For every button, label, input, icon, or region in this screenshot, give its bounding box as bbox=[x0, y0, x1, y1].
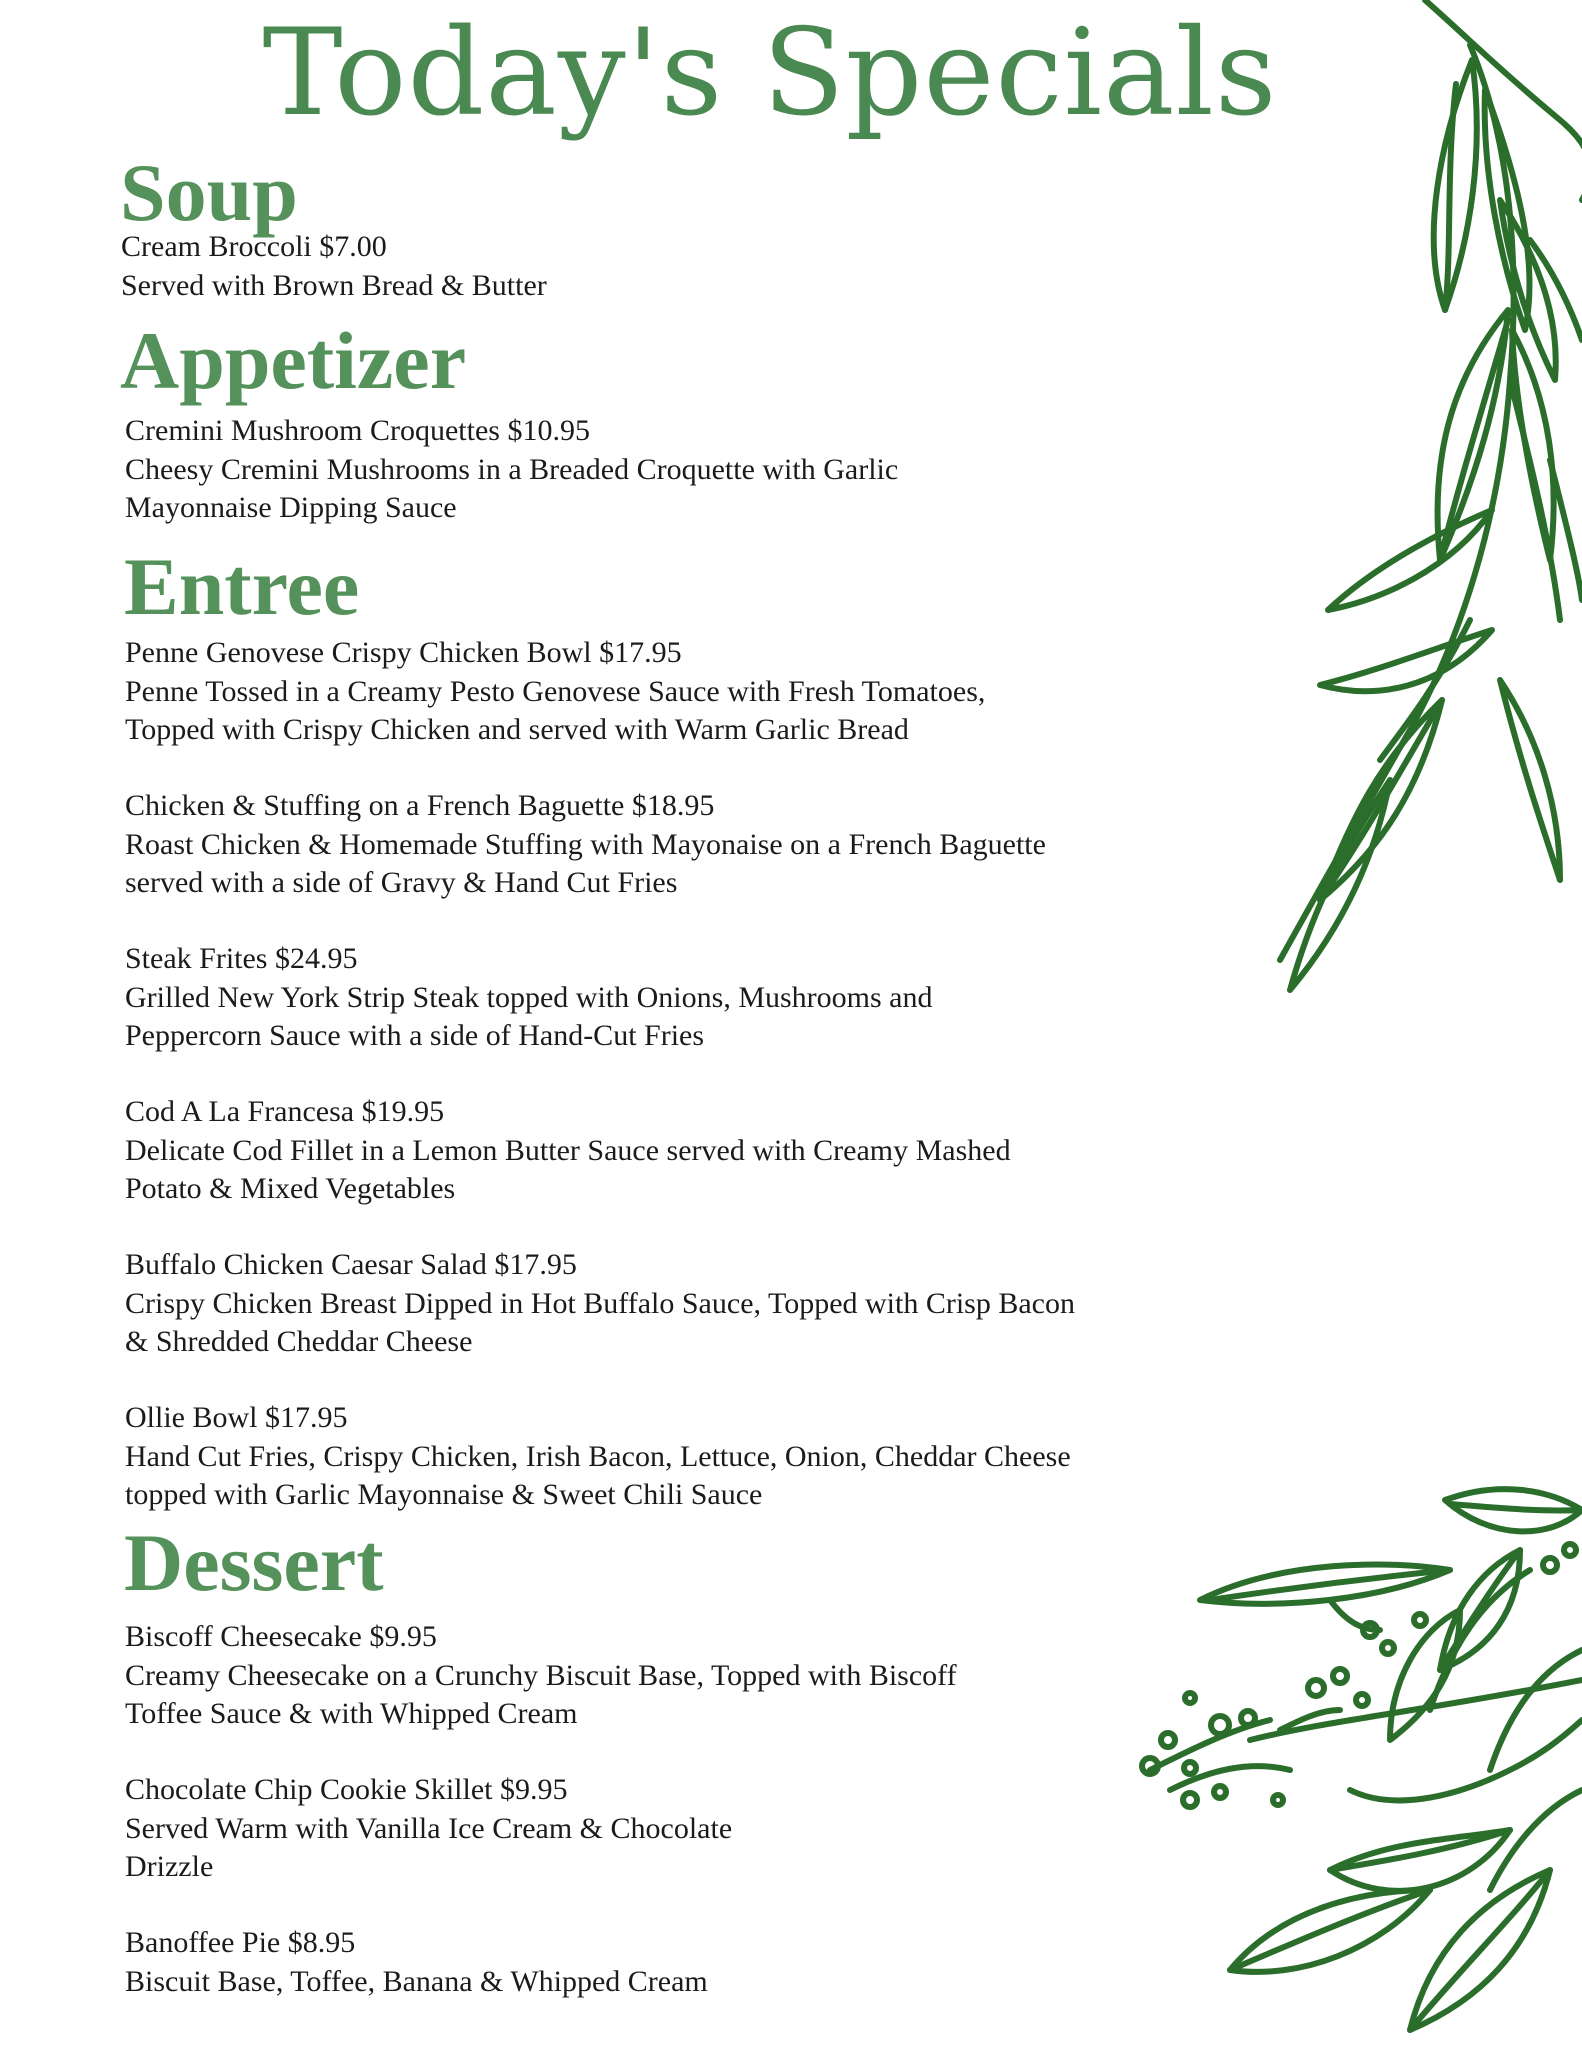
item-description: served with a side of Gravy & Hand Cut Fries bbox=[125, 866, 678, 899]
menu-item-dessert-1 bbox=[125, 1618, 1225, 1734]
item-name-price: Banoffee Pie $8.95 bbox=[125, 1926, 356, 1959]
menu-item-soup-1 bbox=[121, 228, 1221, 305]
item-name-price: Cremini Mushroom Croquettes $10.95 bbox=[125, 414, 590, 447]
item-description: Mayonnaise Dipping Sauce bbox=[125, 491, 457, 524]
menu-item-entree-3 bbox=[125, 940, 1225, 1056]
item-description: Cheesy Cremini Mushrooms in a Breaded Croquette with Garlic bbox=[125, 452, 899, 486]
item-description: Hand Cut Fries, Crispy Chicken, Irish Bacon, Lettuce, Onion, Cheddar Cheese bbox=[125, 1439, 1071, 1473]
menu-item-dessert-3 bbox=[125, 1924, 1225, 2001]
item-name-price: Chocolate Chip Cookie Skillet $9.95 bbox=[125, 1773, 568, 1806]
item-description: Served Warm with Vanilla Ice Cream & Chocolate bbox=[125, 1811, 733, 1845]
item-description: Crispy Chicken Breast Dipped in Hot Buffalo Sauce, Topped with Crisp Bacon bbox=[125, 1286, 1075, 1320]
item-description: Topped with Crispy Chicken and served with Warm Garlic Bread bbox=[125, 713, 909, 746]
item-name-price: Biscoff Cheesecake $9.95 bbox=[125, 1620, 437, 1653]
item-description: Served with Brown Bread & Butter bbox=[121, 268, 547, 302]
section-heading-dessert: Dessert bbox=[124, 1517, 384, 1608]
item-description: Toffee Sauce & with Whipped Cream bbox=[125, 1697, 578, 1730]
item-name-price: Buffalo Chicken Caesar Salad $17.95 bbox=[125, 1248, 577, 1281]
item-description: Biscuit Base, Toffee, Banana & Whipped Cream bbox=[125, 1964, 708, 1998]
section-heading-entree: Entree bbox=[124, 541, 360, 632]
item-description: Creamy Cheesecake on a Crunchy Biscuit Base, Topped with Biscoff bbox=[125, 1658, 957, 1692]
item-name-price: Chicken & Stuffing on a French Baguette $18.95 bbox=[125, 789, 715, 822]
item-name-price: Penne Genovese Crispy Chicken Bowl $17.95 bbox=[125, 636, 682, 669]
menu-item-entree-1 bbox=[125, 634, 1225, 750]
item-name-price: Ollie Bowl $17.95 bbox=[125, 1401, 348, 1434]
item-description: Peppercorn Sauce with a side of Hand-Cut Fries bbox=[125, 1019, 705, 1052]
item-description: Roast Chicken & Homemade Stuffing with Mayonaise on a French Baguette bbox=[125, 827, 1046, 861]
item-description: Potato & Mixed Vegetables bbox=[125, 1172, 456, 1205]
leaf-branch-bottom-icon bbox=[1130, 1470, 1582, 2048]
leaf-branch-top-icon bbox=[1260, 0, 1582, 1010]
menu-item-appetizer-1 bbox=[125, 412, 1225, 528]
item-name-price: Cream Broccoli $7.00 bbox=[121, 230, 387, 263]
item-name-price: Steak Frites $24.95 bbox=[125, 942, 358, 975]
item-description: topped with Garlic Mayonnaise & Sweet Chili Sauce bbox=[125, 1478, 763, 1511]
item-name-price: Cod A La Francesa $19.95 bbox=[125, 1095, 445, 1128]
item-description: Penne Tossed in a Creamy Pesto Genovese Sauce with Fresh Tomatoes, bbox=[125, 674, 986, 708]
section-heading-soup: Soup bbox=[120, 147, 298, 238]
section-heading-appetizer: Appetizer bbox=[120, 315, 467, 406]
menu-item-entree-5 bbox=[125, 1246, 1225, 1362]
item-description: Drizzle bbox=[125, 1850, 214, 1883]
menu-item-entree-4 bbox=[125, 1093, 1225, 1209]
menu-item-entree-6 bbox=[125, 1399, 1225, 1515]
menu-item-entree-2 bbox=[125, 787, 1225, 903]
item-description: & Shredded Cheddar Cheese bbox=[125, 1325, 473, 1358]
menu-item-dessert-2 bbox=[125, 1771, 1225, 1887]
item-description: Grilled New York Strip Steak topped with Onions, Mushrooms and bbox=[125, 980, 933, 1014]
item-description: Delicate Cod Fillet in a Lemon Butter Sauce served with Creamy Mashed bbox=[125, 1133, 1011, 1167]
menu-title: Today's Specials bbox=[262, 4, 1278, 143]
